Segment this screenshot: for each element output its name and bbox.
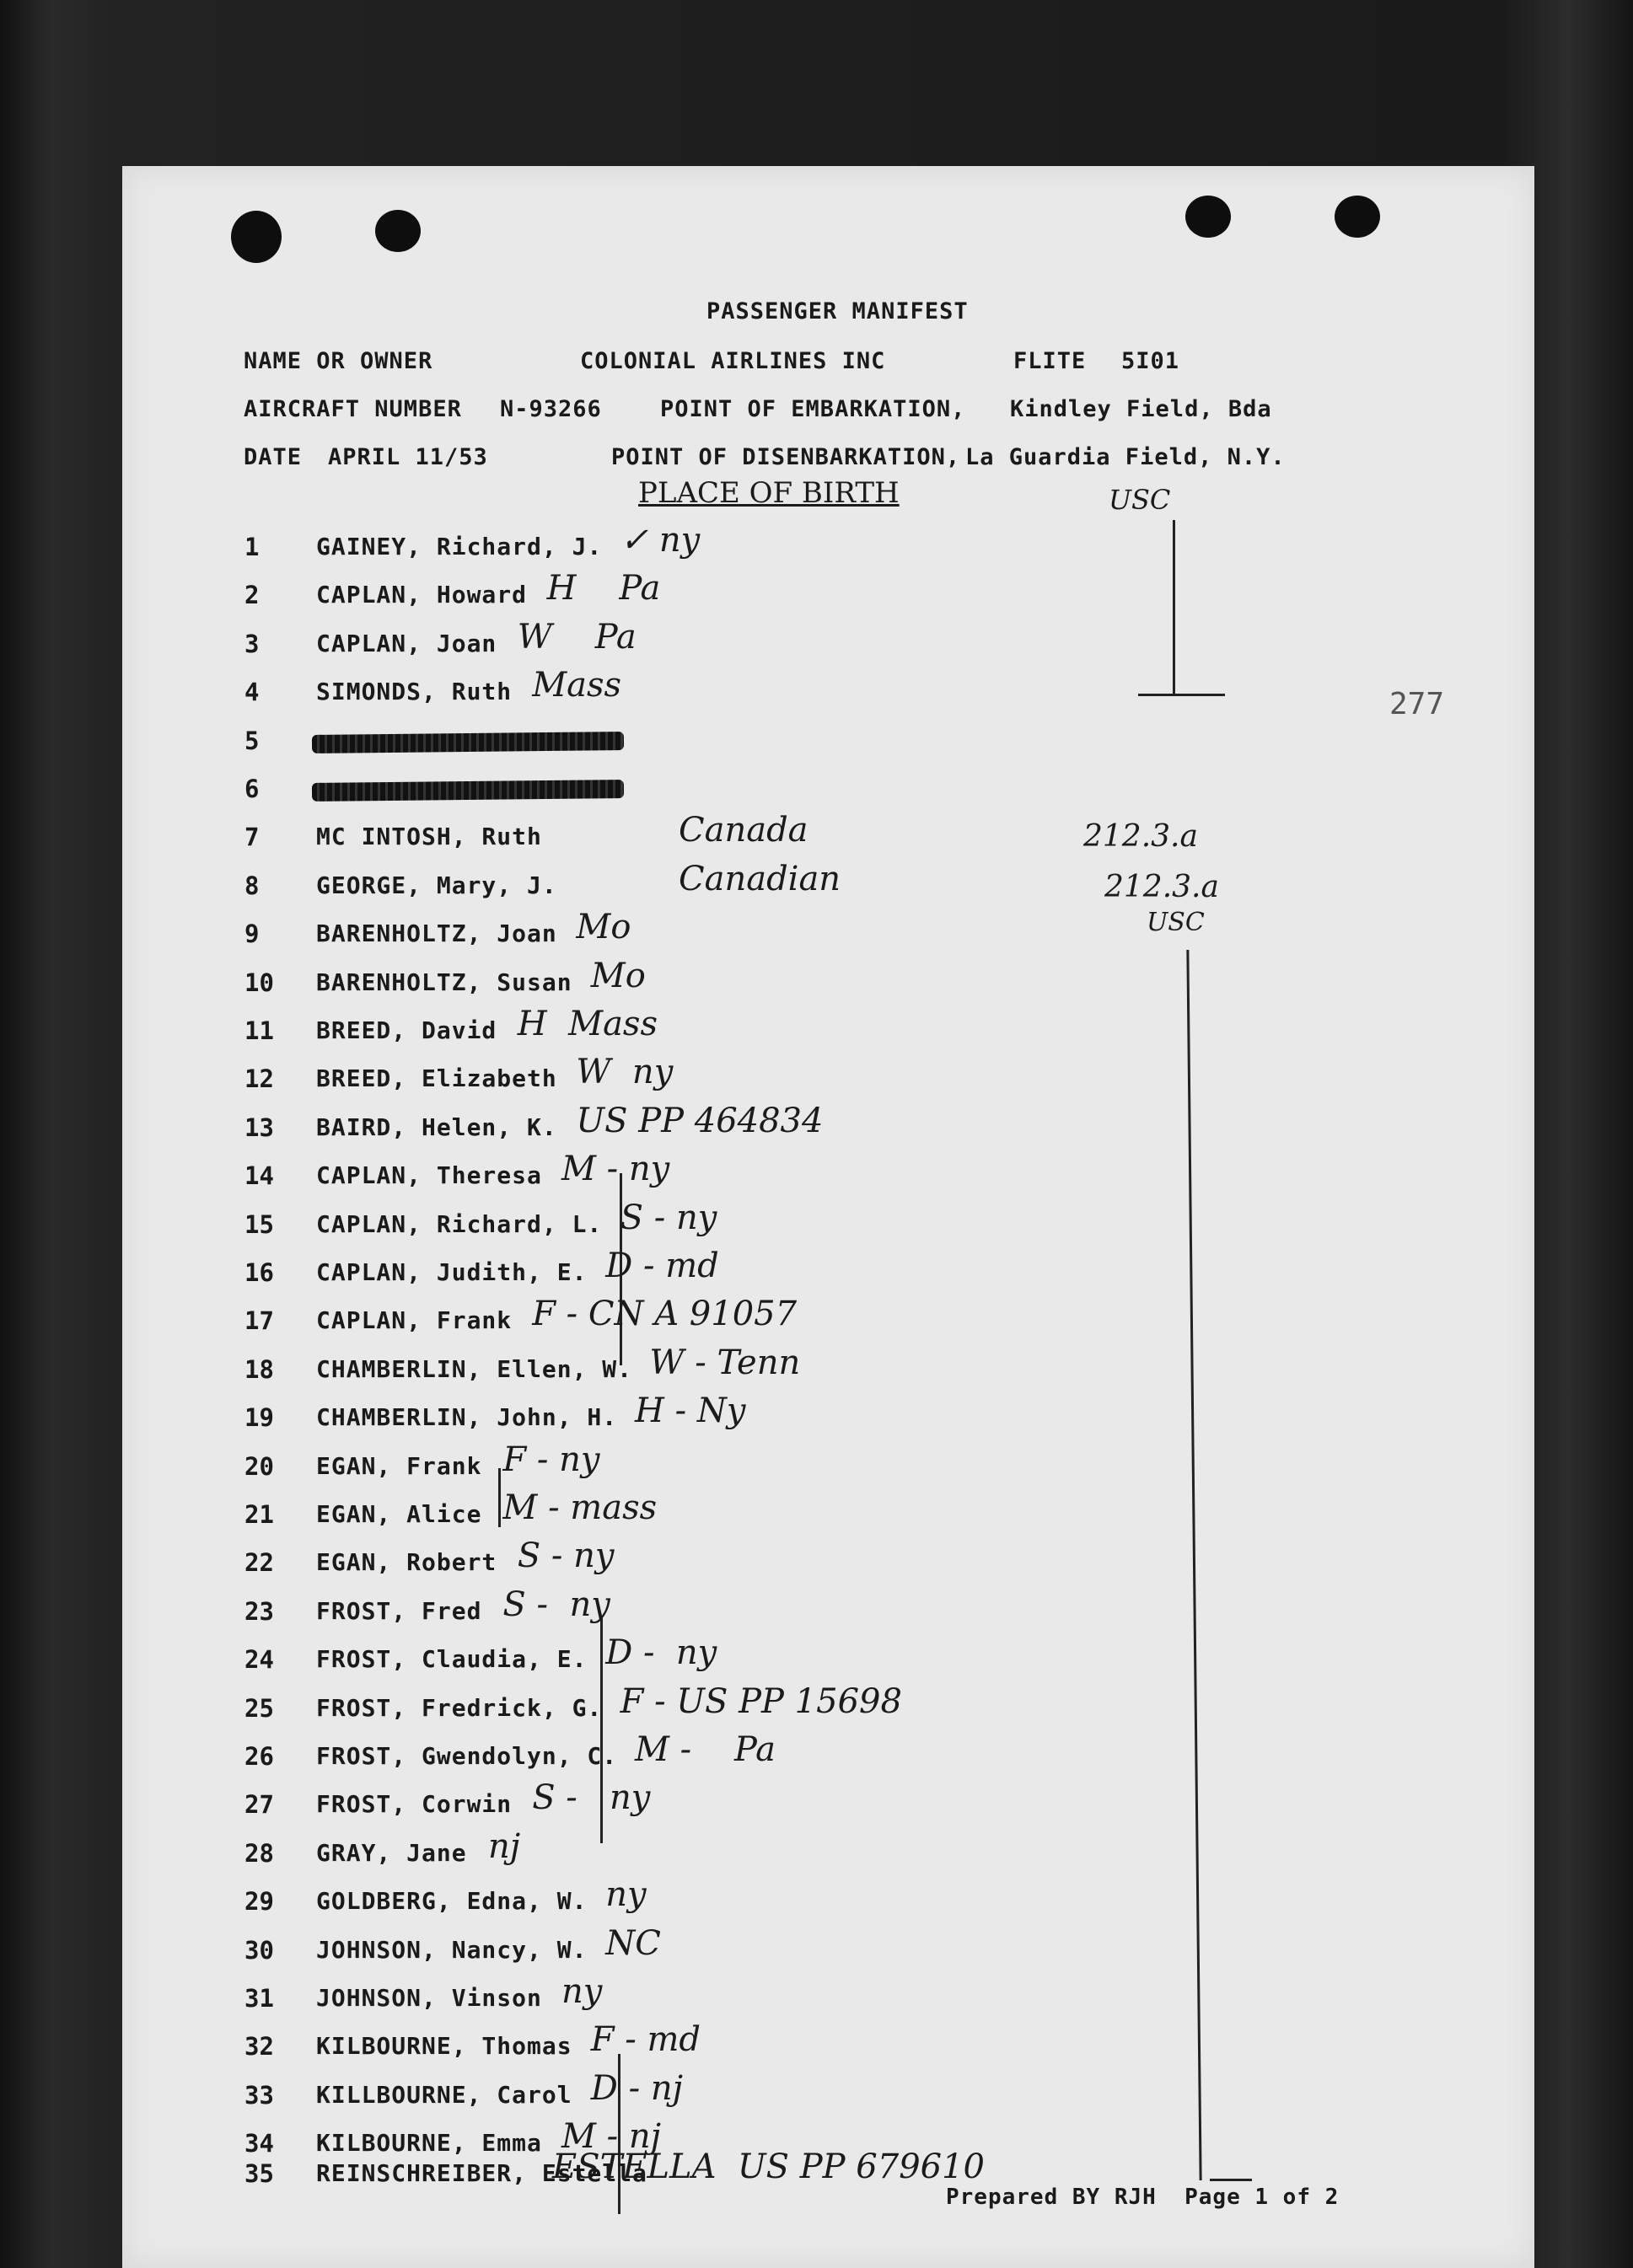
birthplace-annotation: Canadian	[679, 859, 841, 898]
punch-hole	[1335, 196, 1380, 238]
embark-label: POINT OF EMBARKATION,	[660, 396, 966, 422]
row-number: 3	[244, 629, 260, 658]
row-number: 26	[244, 1742, 274, 1771]
birthplace-annotation: ny	[605, 1875, 647, 1915]
code-note-8: 212.3.a	[1104, 870, 1219, 904]
passenger-name: CAPLAN, Howard	[316, 581, 528, 609]
passenger-name: KILLBOURNE, Carol	[316, 2080, 572, 2109]
manifest-page	[122, 166, 1534, 2268]
row-number: 7	[244, 823, 260, 852]
birthplace-annotation: H - Ny	[635, 1391, 746, 1431]
stamped-page-number: 277	[1389, 687, 1445, 721]
passenger-name: EGAN, Robert	[316, 1548, 497, 1577]
row-number: 18	[244, 1354, 274, 1384]
flite-label: FLITE	[1013, 348, 1087, 374]
birthplace-annotation: H Mass	[517, 1005, 658, 1043]
birthplace-annotation: ny	[561, 1972, 603, 2011]
disembark-value: La Guardia Field, N.Y.	[965, 444, 1286, 470]
row-number: 21	[244, 1500, 274, 1529]
passenger-name: EGAN, Frank	[316, 1451, 482, 1480]
row-number: 34	[244, 2129, 274, 2158]
birthplace-annotation: H Pa	[546, 569, 661, 609]
row-number: 8	[244, 871, 260, 900]
birthplace-annotation: D - md	[605, 1247, 719, 1285]
passenger-name: MC INTOSH, Ruth	[316, 823, 542, 851]
row-number: 25	[244, 1693, 274, 1723]
birthplace-annotation: S - ny	[620, 1198, 717, 1237]
birthplace-annotation: W Pa	[517, 617, 637, 657]
row-number: 27	[244, 1790, 274, 1820]
passenger-name: JOHNSON, Nancy, W.	[316, 1935, 588, 1964]
aircraft-label: AIRCRAFT NUMBER	[244, 396, 462, 422]
birthplace-annotation: M - nj	[561, 2117, 662, 2157]
birthplace-annotation: ESTELLA US PP 679610	[552, 2147, 985, 2186]
owner-label: NAME OR OWNER	[244, 348, 433, 374]
row-number: 32	[244, 2032, 274, 2062]
punch-hole	[231, 211, 282, 263]
row-number: 17	[244, 1306, 274, 1336]
row-number: 24	[244, 1645, 274, 1675]
date-value: APRIL 11/53	[328, 444, 488, 470]
row-number: 2	[244, 581, 260, 610]
row-number: 4	[244, 678, 260, 707]
punch-hole	[1185, 196, 1231, 238]
family-bracket-egan	[498, 1468, 501, 1527]
passenger-name: REINSCHREIBER, Estella	[316, 2158, 647, 2187]
birthplace-annotation: W - Tenn	[649, 1343, 801, 1382]
redacted-entry	[312, 732, 624, 753]
passenger-name: BAIRD, Helen, K.	[316, 1113, 557, 1141]
code-note-7: 212.3.a	[1083, 819, 1198, 854]
passenger-name: GOLDBERG, Edna, W.	[316, 1887, 588, 1916]
row-number: 1	[244, 533, 260, 561]
passenger-name: GRAY, Jane	[316, 1838, 467, 1867]
passenger-name: CAPLAN, Joan	[316, 629, 497, 657]
birthplace-annotation: S - ny	[517, 1536, 615, 1576]
passenger-name: FROST, Fredrick, G.	[316, 1693, 603, 1722]
row-number: 11	[244, 1016, 274, 1045]
passenger-name: BARENHOLTZ, Joan	[316, 920, 557, 948]
date-label: DATE	[244, 444, 303, 470]
passenger-name: FROST, Corwin	[316, 1790, 513, 1819]
passenger-name: BREED, Elizabeth	[316, 1064, 557, 1093]
bracket-line	[1173, 520, 1175, 695]
passenger-name: CAPLAN, Judith, E.	[316, 1258, 588, 1286]
row-number: 13	[244, 1113, 274, 1142]
usc-note-top: USC	[1109, 484, 1171, 516]
disembark-label: POINT OF DISENBARKATION,	[611, 444, 961, 470]
row-number: 10	[244, 968, 274, 997]
punch-hole	[375, 210, 421, 252]
redacted-entry	[312, 780, 624, 802]
row-number: 12	[244, 1064, 274, 1094]
row-number: 9	[244, 920, 260, 949]
page-title: PASSENGER MANIFEST	[706, 298, 969, 324]
passenger-name: CAPLAN, Frank	[316, 1306, 513, 1335]
aircraft-value: N-93266	[500, 396, 602, 422]
row-number: 23	[244, 1596, 274, 1626]
birthplace-annotation: nj	[488, 1826, 521, 1866]
row-number: 29	[244, 1887, 274, 1917]
row-number: 6	[244, 775, 260, 803]
row-number: 5	[244, 726, 260, 755]
birthplace-annotation: S - ny	[532, 1778, 651, 1818]
passenger-name: BARENHOLTZ, Susan	[316, 968, 572, 996]
birthplace-annotation: F - md	[590, 2020, 701, 2060]
row-number: 22	[244, 1548, 274, 1578]
row-number: 33	[244, 2080, 274, 2110]
birthplace-annotation: S - ny	[502, 1584, 610, 1624]
passenger-name: CHAMBERLIN, John, H.	[316, 1403, 618, 1432]
row-number: 30	[244, 1935, 274, 1965]
row-number: 28	[244, 1838, 274, 1868]
birthplace-annotation: Canada	[679, 811, 808, 850]
usc-note-mid: USC	[1147, 908, 1205, 937]
bracket-foot-long	[1210, 2179, 1252, 2181]
passenger-name: SIMONDS, Ruth	[316, 678, 513, 706]
birthplace-annotation: M - ny	[561, 1150, 670, 1189]
birthplace-annotation: M - mass	[502, 1488, 658, 1527]
passenger-name: EGAN, Alice	[316, 1500, 482, 1528]
birthplace-annotation: F - CN A 91057	[532, 1295, 798, 1334]
passenger-name: CHAMBERLIN, Ellen, W.	[316, 1354, 633, 1383]
passenger-name: JOHNSON, Vinson	[316, 1984, 542, 2012]
row-number: 31	[244, 1984, 274, 2013]
passenger-name: BREED, David	[316, 1016, 497, 1044]
row-number: 16	[244, 1258, 274, 1287]
birthplace-annotation: Mass	[532, 666, 622, 705]
birthplace-annotation: NC	[605, 1923, 661, 1963]
place-of-birth-heading: PLACE OF BIRTH	[638, 476, 900, 510]
birthplace-annotation: D - ny	[605, 1633, 717, 1673]
bracket-line-long	[1186, 950, 1201, 2180]
birthplace-annotation: F - ny	[502, 1440, 600, 1479]
birthplace-annotation: Mo	[576, 908, 631, 947]
passenger-name: KILBOURNE, Emma	[316, 2129, 542, 2158]
passenger-name: CAPLAN, Richard, L.	[316, 1209, 603, 1238]
passenger-name: GEORGE, Mary, J.	[316, 871, 557, 899]
row-number: 20	[244, 1451, 274, 1481]
birthplace-annotation: Mo	[590, 956, 646, 995]
birthplace-annotation: M - Pa	[635, 1730, 776, 1769]
row-number: 14	[244, 1161, 274, 1191]
birthplace-annotation: W ny	[576, 1053, 674, 1092]
row-number: 19	[244, 1403, 274, 1433]
passenger-name: GAINEY, Richard, J.	[316, 533, 603, 560]
flite-value: 5I01	[1121, 348, 1180, 374]
row-number: 15	[244, 1209, 274, 1239]
owner-value: COLONIAL AIRLINES INC	[580, 348, 886, 374]
embark-value: Kindley Field, Bda	[1010, 396, 1272, 422]
birthplace-annotation: D - nj	[590, 2068, 683, 2108]
passenger-name: FROST, Claudia, E.	[316, 1645, 588, 1674]
prepared-by-footer: Prepared BY RJH Page 1 of 2	[946, 2185, 1340, 2210]
passenger-name: FROST, Fred	[316, 1596, 482, 1625]
bracket-foot	[1138, 694, 1225, 696]
birthplace-annotation: F - US PP 15698	[620, 1681, 902, 1721]
passenger-name: FROST, Gwendolyn, C.	[316, 1742, 618, 1770]
birthplace-annotation: ✓ ny	[620, 521, 701, 560]
passenger-name: KILBOURNE, Thomas	[316, 2032, 572, 2061]
birthplace-annotation: US PP 464834	[576, 1101, 824, 1140]
row-number: 35	[244, 2158, 274, 2188]
passenger-name: CAPLAN, Theresa	[316, 1161, 542, 1190]
